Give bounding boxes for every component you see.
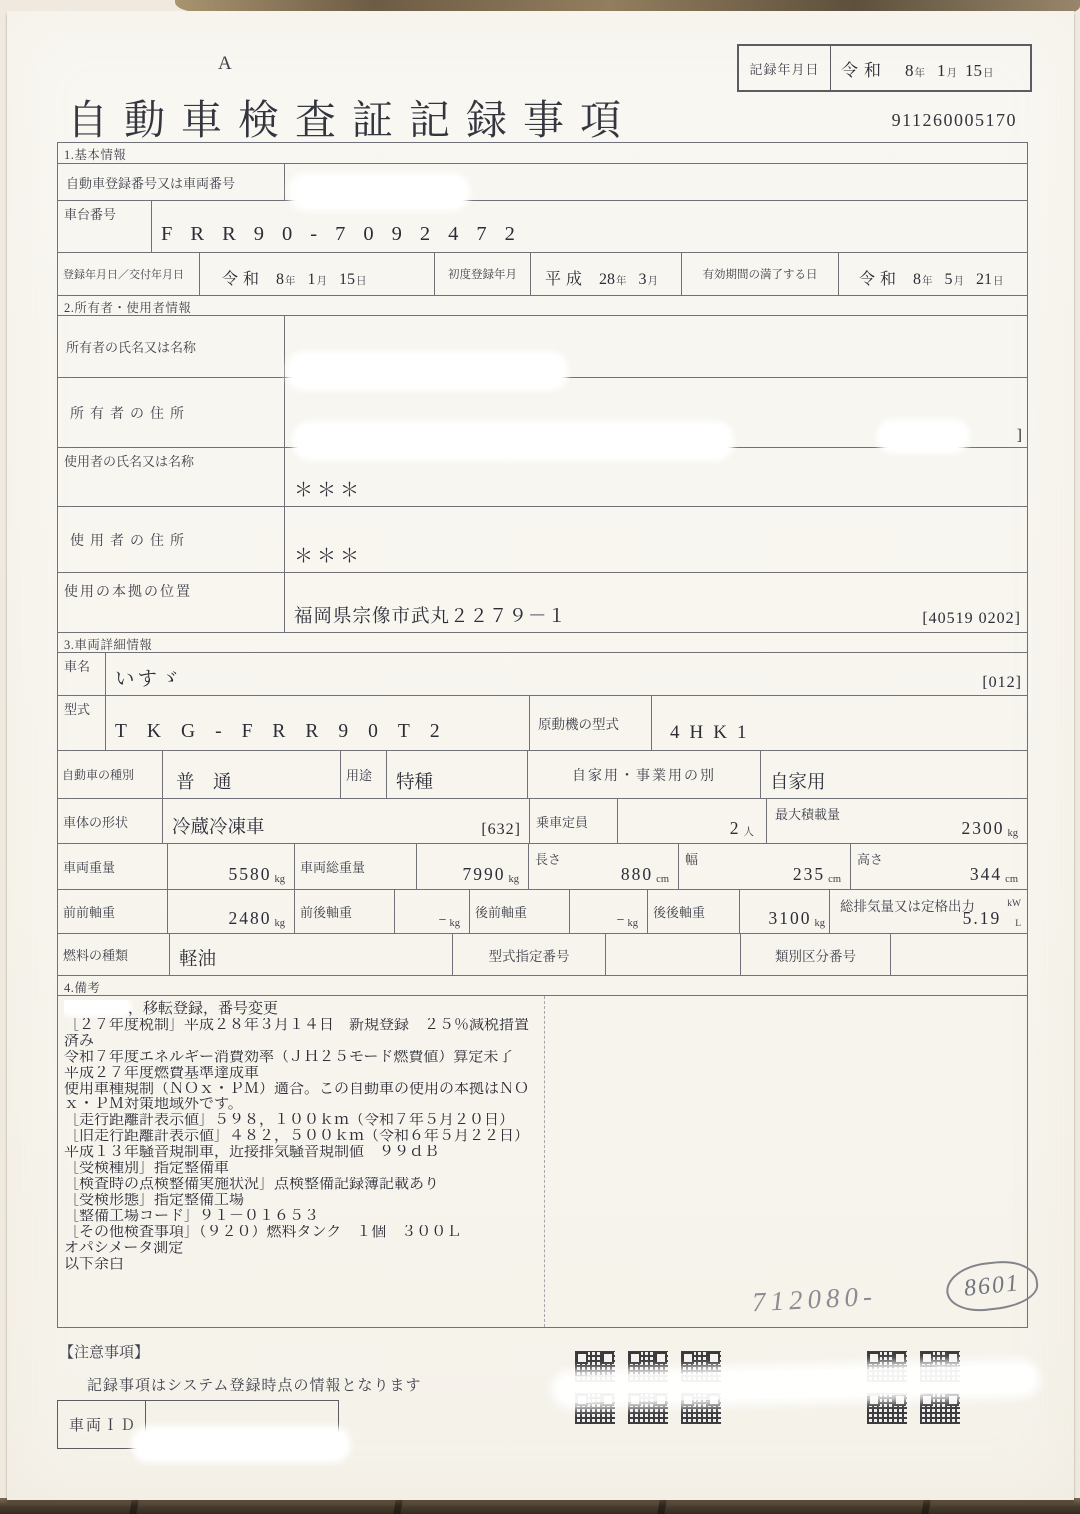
fuel-value-cell xyxy=(170,934,453,975)
engine-model-label: 原動機の型式 xyxy=(538,717,619,732)
use-label-cell xyxy=(341,751,387,798)
engine-model-value: 4HK1 xyxy=(670,722,757,743)
qr-code xyxy=(867,1393,907,1424)
axle-rf-value: − xyxy=(616,913,625,928)
month-unit: 月 xyxy=(953,276,965,287)
certificate-table xyxy=(57,142,1028,1328)
model-value-cell xyxy=(106,696,530,750)
base-location-value: 福岡県宗像市武丸２２７９－１ xyxy=(294,607,568,627)
body-shape-label: 車体の形状 xyxy=(63,814,129,830)
month-unit: 月 xyxy=(946,67,957,79)
user-name-label: 使用者の氏名又は名称 xyxy=(64,454,195,469)
year-unit: 年 xyxy=(285,276,296,287)
year-unit: 年 xyxy=(922,276,933,287)
row-chassis-number xyxy=(58,200,1027,252)
row-vehicle-kind xyxy=(58,750,1027,798)
axle-ff-label-cell xyxy=(58,890,168,933)
expiry-day: 21 xyxy=(976,271,993,288)
capacity-label-cell xyxy=(530,799,618,843)
owner-name-label-cell xyxy=(58,316,285,377)
vehicle-weight-value: 5580 xyxy=(228,864,272,884)
row-base-location xyxy=(58,572,1027,632)
remarks-line: 平成１３年騒音規制車，近接排気騒音規制値 ９９ｄＢ xyxy=(64,1145,440,1161)
vehicle-weight-label: 車両重量 xyxy=(63,860,116,875)
remarks-line: オパシメータ測定 xyxy=(64,1240,184,1256)
row-registration-number xyxy=(58,163,1027,200)
width-value: 235 xyxy=(792,864,826,884)
record-date-value xyxy=(831,46,1030,90)
document-number: 911260005170 xyxy=(891,110,1017,130)
document-title: 自動車検査証記録事項 xyxy=(67,97,637,143)
vehicle-id-box xyxy=(57,1400,339,1449)
kg-unit: kg xyxy=(449,918,460,929)
capacity-label: 乗車定員 xyxy=(536,814,589,830)
cm-unit: cm xyxy=(828,874,841,885)
remarks-line: ［２７年度税制］平成２８年３月１４日 新規登録 ２５％減税措置 xyxy=(64,1017,530,1033)
remarks-text-column xyxy=(58,1000,542,1272)
base-location-label: 使用の本拠の位置 xyxy=(64,585,192,600)
class-number-label-cell xyxy=(741,934,891,975)
chassis-label-cell xyxy=(58,201,152,252)
first-reg-label: 初度登録年月 xyxy=(448,269,517,281)
redaction-owner-address-code xyxy=(881,424,965,449)
axle-rf-label-cell xyxy=(470,890,570,933)
make-label-cell xyxy=(58,653,106,695)
expiry-era: 令和 xyxy=(859,271,902,288)
remarks-line: 以下余白 xyxy=(64,1256,125,1272)
axle-rr-label: 後後軸重 xyxy=(653,905,706,920)
first-reg-value-cell xyxy=(531,253,682,295)
caution-body: 記録事項はシステム登録時点の情報となります xyxy=(87,1378,422,1394)
displacement-cell xyxy=(830,890,1027,933)
first-reg-year: 28 xyxy=(599,271,616,288)
reg-date-day: 15 xyxy=(339,271,356,288)
private-business-label-cell xyxy=(528,751,761,798)
caution-title: 【注意事項】 xyxy=(59,1345,150,1361)
reg-date-era: 令和 xyxy=(222,271,265,288)
redaction-remarks-prefix xyxy=(64,1000,128,1013)
remarks-line: ［整備工場コード］９１－０１６５３ xyxy=(64,1208,320,1224)
owner-name-value-cell xyxy=(285,316,1027,377)
payload-cell xyxy=(767,799,1027,843)
remarks-column-divider xyxy=(544,996,545,1327)
kg-unit: kg xyxy=(274,918,285,929)
axle-ff-value-cell xyxy=(168,890,295,933)
liter-unit: L xyxy=(1015,919,1021,929)
reg-date-year: 8 xyxy=(276,271,285,288)
kg-unit: kg xyxy=(814,918,825,929)
reg-date-label: 登録年月日／交付年月日 xyxy=(63,269,184,281)
height-label: 高さ xyxy=(857,852,884,867)
length-label: 長さ xyxy=(535,852,562,867)
model-label-cell xyxy=(58,696,106,750)
private-business-value: 自家用 xyxy=(770,773,826,793)
capacity-value: 2 xyxy=(729,818,741,838)
record-date-era: 令和 xyxy=(841,60,887,80)
model-value: TKG-FRR90T2 xyxy=(115,721,460,742)
private-business-value-cell xyxy=(761,751,1027,798)
user-address-value-cell xyxy=(285,507,1027,572)
use-value-cell xyxy=(387,751,528,798)
fuel-label-cell xyxy=(58,934,170,975)
kg-unit: kg xyxy=(1007,828,1018,839)
registration-number-value-cell xyxy=(285,164,1027,200)
make-label: 車名 xyxy=(64,659,91,674)
expiry-label: 有効期間の満了する日 xyxy=(702,269,818,281)
row-user-address xyxy=(58,506,1027,572)
kind-label-cell xyxy=(58,751,163,798)
handwritten-price-note: 712080- xyxy=(751,1280,878,1318)
owner-address-value-cell xyxy=(285,378,1027,447)
capacity-value-cell xyxy=(618,799,767,843)
redaction-registration-number xyxy=(293,178,465,206)
row-owner-name xyxy=(58,315,1027,377)
day-unit: 日 xyxy=(993,276,1004,287)
user-name-value: ＊＊＊ xyxy=(294,480,364,501)
user-name-value-cell xyxy=(285,448,1027,506)
fuel-value: 軽油 xyxy=(179,950,217,970)
displacement-units xyxy=(1007,899,1021,929)
first-reg-label-cell xyxy=(435,253,531,295)
base-location-code: [40519 0202] xyxy=(922,610,1021,627)
body-shape-code: [632] xyxy=(481,821,521,838)
day-unit: 日 xyxy=(983,67,994,79)
record-date-label: 記録年月日 xyxy=(739,46,831,90)
chassis-value: FRR90-7092472 xyxy=(161,223,533,245)
displacement-value: 5.19 xyxy=(962,908,1002,928)
engine-model-label-cell xyxy=(530,696,652,750)
record-date-box xyxy=(737,44,1032,92)
vehicle-weight-label-cell xyxy=(58,844,168,889)
user-address-label-cell xyxy=(58,507,285,572)
qr-code xyxy=(920,1393,960,1424)
document-footer xyxy=(57,1328,1028,1503)
section-bar-owner-user: 2.所有者・使用者情報 xyxy=(58,295,1027,315)
remarks-line: ，移転登録，番号変更 xyxy=(64,1000,540,1018)
kg-unit: kg xyxy=(274,874,285,885)
certificate-paper xyxy=(7,11,1074,1500)
owner-address-bracket: ] xyxy=(1016,427,1023,444)
make-value: いすゞ xyxy=(115,669,183,690)
remarks-line: ｘ・ＰＭ対策地域外です。 xyxy=(64,1097,243,1113)
first-reg-month: 3 xyxy=(638,271,647,288)
section-bar-vehicle-details: 3.車両詳細情報 xyxy=(58,632,1027,652)
axle-fr-label: 前後軸重 xyxy=(300,905,353,920)
row-model xyxy=(58,695,1027,750)
remarks-line: 済み xyxy=(64,1033,95,1049)
remarks-line: ［旧走行距離計表示値］４８２，５００ｋｍ（令和６年５月２２日） xyxy=(64,1129,530,1145)
row-fuel xyxy=(58,933,1027,975)
record-date-month: 1 xyxy=(937,60,946,80)
base-location-value-cell xyxy=(285,573,1027,632)
registration-number-label: 自動車登録番号又は車両番号 xyxy=(66,175,236,191)
row-vehicle-make xyxy=(58,652,1027,695)
length-value: 880 xyxy=(620,864,654,884)
remarks-line: ［受検形態］指定整備工場 xyxy=(64,1192,245,1208)
body-shape-value: 冷蔵冷凍車 xyxy=(172,818,265,838)
axle-ff-value: 2480 xyxy=(228,908,272,928)
width-label: 幅 xyxy=(685,852,699,867)
chassis-value-cell xyxy=(152,201,1027,252)
body-shape-value-cell xyxy=(163,799,530,843)
remarks-line: 使用車種規制（ＮＯｘ・ＰＭ）適合。この自動車の使用の本拠はＮＯ xyxy=(64,1081,530,1097)
redaction-vehicle-id xyxy=(136,1431,346,1458)
make-code: [012] xyxy=(982,674,1022,691)
remarks-line: ［受検種別］指定整備車 xyxy=(64,1161,230,1177)
row-body-shape xyxy=(58,798,1027,843)
record-date-day: 15 xyxy=(965,60,982,80)
vehicle-id-value xyxy=(146,1401,338,1448)
cm-unit: cm xyxy=(656,874,669,885)
remarks-box xyxy=(58,995,1027,1327)
kind-value: 普 通 xyxy=(176,773,232,793)
fuel-label: 燃料の種類 xyxy=(63,948,129,963)
kg-unit: kg xyxy=(627,918,638,929)
displacement-label: 総排気量又は定格出力 xyxy=(840,899,975,914)
axle-rf-label: 後前軸重 xyxy=(475,905,528,920)
user-address-value: ＊＊＊ xyxy=(294,546,364,567)
remarks-line: 平成２７年度燃費基準達成車 xyxy=(64,1065,260,1081)
redaction-owner-address xyxy=(297,426,729,456)
expiry-label-cell xyxy=(682,253,839,295)
page-corner-label: A xyxy=(218,53,232,74)
owner-address-label-cell xyxy=(58,378,285,447)
month-unit: 月 xyxy=(647,276,659,287)
gross-weight-value-cell xyxy=(417,844,529,889)
type-cert-label: 型式指定番号 xyxy=(488,948,570,964)
payload-value: 2300 xyxy=(961,818,1005,838)
owner-name-label: 所有者の氏名又は名称 xyxy=(66,340,197,355)
user-name-label-cell xyxy=(58,448,285,506)
owner-address-label: 所有者の住所 xyxy=(70,406,190,422)
year-unit: 年 xyxy=(616,276,627,287)
registration-number-label-cell xyxy=(58,164,285,200)
height-value: 344 xyxy=(969,864,1003,884)
record-date-year: 8 xyxy=(905,60,914,80)
chassis-label: 車台番号 xyxy=(64,207,117,222)
handwritten-circled-number: 8601 xyxy=(944,1257,1041,1314)
month-unit: 月 xyxy=(316,276,328,287)
row-axle-weights xyxy=(58,889,1027,933)
payload-label: 最大積載量 xyxy=(775,807,841,822)
expiry-year: 8 xyxy=(913,271,922,288)
remarks-line: 令和７年度エネルギー消費効率（ＪＨ２５モード燃費値）算定未了 xyxy=(64,1049,514,1065)
reg-date-value-cell xyxy=(200,253,435,295)
private-business-label: 自家用・事業用の別 xyxy=(572,768,716,784)
axle-rr-label-cell xyxy=(648,890,740,933)
section-bar-basic-info: 1.基本情報 xyxy=(64,148,127,162)
axle-rf-value-cell xyxy=(570,890,648,933)
vehicle-id-label: 車両ＩＤ xyxy=(58,1401,146,1448)
expiry-month: 5 xyxy=(944,271,953,288)
axle-fr-label-cell xyxy=(295,890,395,933)
width-cell xyxy=(679,844,851,889)
axle-fr-value-cell xyxy=(395,890,470,933)
reg-date-month: 1 xyxy=(307,271,316,288)
year-unit: 年 xyxy=(914,67,925,79)
kind-value-cell xyxy=(163,751,341,798)
row-weights-dimensions xyxy=(58,843,1027,889)
row-owner-address xyxy=(58,377,1027,447)
person-unit: 人 xyxy=(743,827,754,838)
engine-model-value-cell xyxy=(652,696,1027,750)
first-reg-era: 平成 xyxy=(545,271,588,288)
gross-weight-label: 車両総重量 xyxy=(300,860,366,875)
vehicle-weight-value-cell xyxy=(168,844,295,889)
base-location-label-cell xyxy=(58,573,285,632)
class-number-label: 類別区分番号 xyxy=(775,948,856,964)
use-label: 用途 xyxy=(346,768,373,783)
gross-weight-label-cell xyxy=(295,844,417,889)
axle-fr-value: − xyxy=(438,913,447,928)
day-unit: 日 xyxy=(356,276,367,287)
axle-rr-value-cell xyxy=(740,890,830,933)
axle-rr-value: 3100 xyxy=(768,908,812,928)
expiry-value-cell xyxy=(839,253,1027,295)
section-bar-remarks: 4.備考 xyxy=(58,975,1027,995)
kind-label: 自動車の種別 xyxy=(62,768,135,782)
type-cert-value-cell xyxy=(606,934,741,975)
class-number-value-cell xyxy=(891,934,1027,975)
remarks-line: ［走行距離計表示値］５９８，１００ｋｍ（令和７年５月２０日） xyxy=(64,1113,515,1129)
reg-date-label-cell xyxy=(58,253,200,295)
use-value: 特種 xyxy=(396,773,434,793)
kg-unit: kg xyxy=(508,874,519,885)
model-label: 型式 xyxy=(64,702,91,717)
body-shape-label-cell xyxy=(58,799,163,843)
remarks-line: ［その他検査事項］（９２０）燃料タンク １個 ３００Ｌ xyxy=(64,1224,462,1240)
row-registration-dates xyxy=(58,252,1027,295)
axle-ff-label: 前前軸重 xyxy=(63,905,116,920)
gross-weight-value: 7990 xyxy=(462,864,506,884)
remarks-line: ［検査時の点検整備実施状況］点検整備記録簿記載あり xyxy=(64,1176,440,1192)
document-header xyxy=(7,11,1074,142)
make-value-cell xyxy=(106,653,1027,695)
user-address-label: 使用者の住所 xyxy=(70,533,190,549)
height-cell xyxy=(851,844,1027,889)
type-cert-label-cell xyxy=(453,934,606,975)
redaction-owner-name xyxy=(291,356,563,386)
kw-unit: kW xyxy=(1007,899,1021,909)
cm-unit: cm xyxy=(1005,874,1018,885)
length-cell xyxy=(529,844,679,889)
